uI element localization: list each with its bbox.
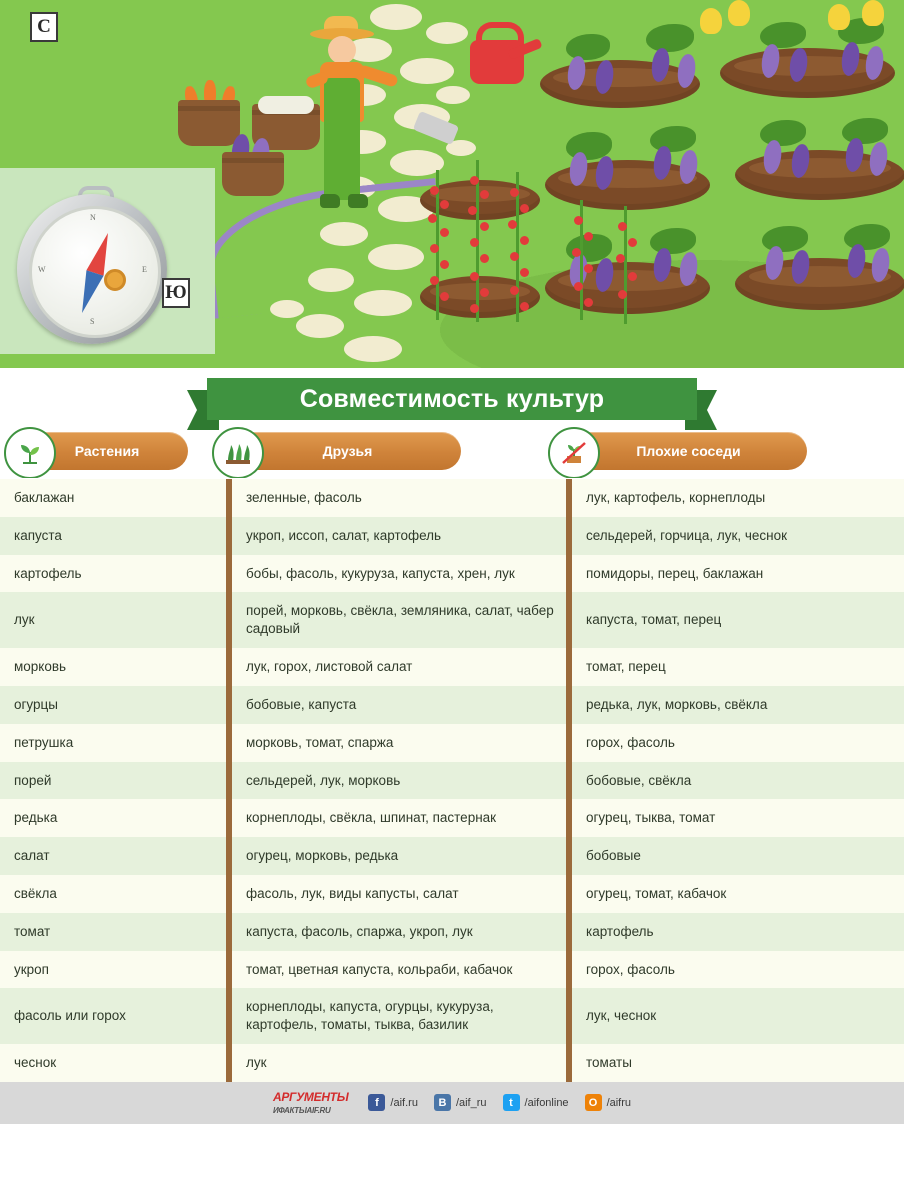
cell-bad-neighbours: картофель — [586, 923, 654, 939]
hero-illustration — [0, 0, 904, 368]
column-header-friends — [216, 432, 461, 470]
compass-south-badge: Ю — [162, 278, 190, 308]
cell-friends: фасоль, лук, виды капусты, салат — [232, 875, 572, 913]
squash-flower — [828, 4, 850, 30]
cell-plant: томат — [0, 913, 232, 951]
cell-friends: лук, горох, листовой салат — [232, 648, 572, 686]
cell-plant: морковь — [0, 648, 232, 686]
table-row — [0, 648, 904, 686]
facebook-icon[interactable]: f — [368, 1094, 385, 1111]
table-row — [0, 875, 904, 913]
column-header-plants — [8, 432, 188, 470]
table-row — [0, 592, 904, 648]
compass-north-badge: С — [30, 12, 58, 42]
table-row — [0, 951, 904, 989]
social-link-vk[interactable] — [434, 1094, 487, 1111]
cell-friends: бобовые, капуста — [232, 686, 572, 724]
cell-plant: чеснок — [0, 1044, 232, 1082]
cell-friends: капуста, фасоль, спаржа, укроп, лук — [232, 913, 572, 951]
cell-bad-neighbours: томат, перец — [586, 659, 666, 675]
table-row — [0, 988, 904, 1044]
page-title: Совместимость культур — [299, 384, 605, 413]
cell-bad-neighbours: бобовые — [586, 848, 641, 864]
table-row — [0, 686, 904, 724]
table-row — [0, 724, 904, 762]
cell-bad-neighbours: бобовые, свёкла — [586, 772, 692, 788]
table-row — [0, 555, 904, 593]
title-ribbon — [207, 378, 697, 420]
cell-plant: капуста — [0, 517, 232, 555]
cell-plant: салат — [0, 837, 232, 875]
squash-flower — [862, 0, 884, 26]
cell-bad-neighbours: лук, картофель, корнеплоды — [586, 490, 766, 505]
cell-bad-neighbours: сельдерей, горчица, лук, чеснок — [586, 527, 788, 543]
title-banner-area — [0, 368, 904, 430]
vk-icon[interactable]: B — [434, 1094, 451, 1111]
cell-bad-neighbours: горох, фасоль — [586, 734, 675, 750]
table-row — [0, 479, 904, 517]
odnoklassniki-handle: /aifru — [606, 1096, 632, 1109]
cell-friends: порей, морковь, свёкла, земляника, салат, чабер садовый — [232, 592, 572, 648]
twitter-handle: /aifonline — [524, 1096, 569, 1109]
cell-plant: картофель — [0, 555, 232, 593]
column-header-bad-neighbours — [552, 432, 807, 470]
cell-plant: редька — [0, 799, 232, 837]
table-row — [0, 517, 904, 555]
column-header-bad-label: Плохие соседи — [636, 443, 741, 459]
logo-line-2 — [273, 1103, 348, 1115]
farmer-character — [300, 22, 390, 212]
logo-line-1: АРГУМЕНТЫ — [272, 1089, 349, 1104]
social-link-twitter[interactable] — [503, 1094, 569, 1111]
table-row — [0, 762, 904, 800]
cell-plant: петрушка — [0, 724, 232, 762]
cell-friends: лук — [232, 1044, 572, 1082]
cell-bad-neighbours: лук, чеснок — [586, 1008, 657, 1024]
odnoklassniki-icon[interactable]: O — [585, 1094, 602, 1111]
logo-domain: AIF.RU — [306, 1105, 331, 1115]
aif-logo — [273, 1091, 348, 1115]
cell-friends: корнеплоды, свёкла, шпинат, пастернак — [232, 799, 572, 837]
cell-plant: огурцы — [0, 686, 232, 724]
table-body — [0, 478, 904, 1082]
logo-text-2: ИФАКТЫ — [272, 1105, 307, 1115]
cell-friends: томат, цветная капуста, кольраби, кабачок — [232, 951, 572, 989]
twitter-icon[interactable]: t — [503, 1094, 520, 1111]
cell-bad-neighbours: капуста, томат, перец — [586, 612, 722, 628]
table-row — [0, 799, 904, 837]
cell-bad-neighbours: редька, лук, морковь, свёкла — [586, 696, 768, 712]
cell-bad-neighbours: помидоры, перец, баклажан — [586, 565, 764, 581]
table-row — [0, 837, 904, 875]
cell-friends: огурец, морковь, редька — [232, 837, 572, 875]
cell-friends: сельдерей, лук, морковь — [232, 762, 572, 800]
facebook-handle: /aif.ru — [390, 1096, 418, 1109]
compass: N E S W — [12, 186, 202, 346]
cell-bad-neighbours: горох, фасоль — [586, 961, 675, 977]
cell-plant: свёкла — [0, 875, 232, 913]
forbidden-plant-icon — [548, 427, 600, 479]
column-header-friends-label: Друзья — [322, 443, 373, 459]
squash-flower — [728, 0, 750, 26]
cell-plant: баклажан — [0, 479, 232, 517]
cell-friends: зеленные, фасоль — [232, 479, 572, 517]
cell-bad-neighbours: томаты — [586, 1055, 632, 1070]
table-row — [0, 1044, 904, 1082]
cell-friends: бобы, фасоль, кукуруза, капуста, хрен, лук — [232, 555, 572, 593]
plants-row-icon — [212, 427, 264, 479]
footer-bar — [0, 1082, 904, 1124]
cell-bad-neighbours: огурец, тыква, томат — [586, 810, 716, 826]
cell-bad-neighbours: огурец, томат, кабачок — [586, 885, 727, 901]
cell-plant: фасоль или горох — [0, 988, 232, 1044]
cell-plant: лук — [0, 592, 232, 648]
sprout-icon — [4, 427, 56, 479]
column-header-plants-label: Растения — [74, 443, 140, 459]
social-link-facebook[interactable] — [368, 1094, 418, 1111]
compass-panel — [0, 168, 215, 354]
compatibility-table — [0, 430, 904, 1082]
garden-bed — [540, 60, 700, 108]
squash-flower — [700, 8, 722, 34]
vk-handle: /aif_ru — [455, 1096, 487, 1109]
social-links — [368, 1094, 631, 1111]
social-link-odnoklassniki[interactable] — [585, 1094, 631, 1111]
cell-plant: порей — [0, 762, 232, 800]
cell-friends: морковь, томат, спаржа — [232, 724, 572, 762]
table-header-row — [0, 430, 904, 478]
cell-friends: укроп, иссоп, салат, картофель — [232, 517, 572, 555]
cell-plant: укроп — [0, 951, 232, 989]
cell-friends: корнеплоды, капуста, огурцы, кукуруза, картофель, томаты, тыква, базилик — [232, 988, 572, 1044]
table-row — [0, 913, 904, 951]
